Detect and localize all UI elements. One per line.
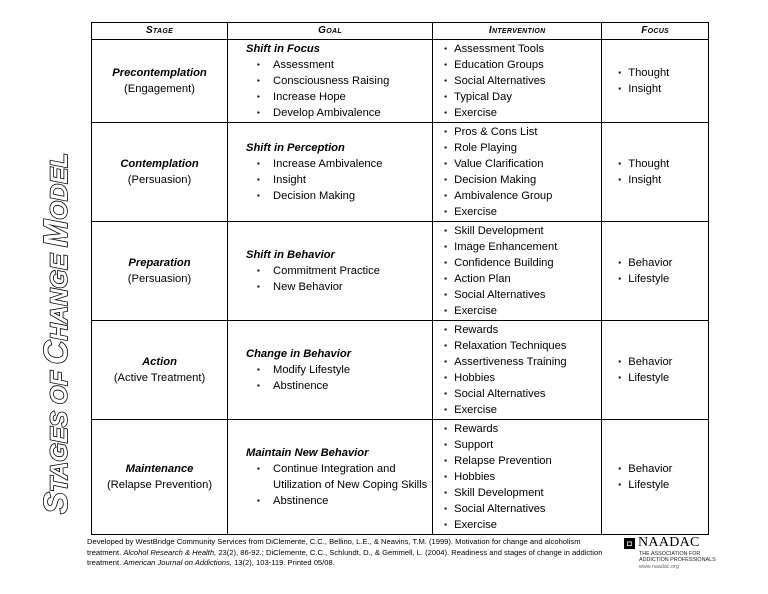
goal-list	[246, 461, 431, 509]
focus-list	[618, 255, 707, 287]
intervention-item: ▪ Social Alternatives	[444, 73, 600, 89]
intervention-item: ▪ Exercise	[444, 402, 600, 418]
goal-cell	[228, 123, 433, 222]
goal-list	[246, 156, 431, 204]
intervention-item: ▪ Relaxation Techniques	[444, 338, 600, 354]
goal-item: ▪ Increase Ambivalence	[246, 156, 431, 172]
stage-cell	[92, 222, 228, 321]
table-row	[92, 321, 709, 420]
intervention-item: ▪ Role Playing	[444, 140, 600, 156]
stage-name: Preparation	[128, 257, 191, 269]
side-title-rest-3: ODEL	[46, 153, 73, 220]
focus-item: ▪ Thought	[618, 156, 707, 172]
side-title-rest-1: TAGES OF	[46, 364, 73, 492]
stage-cell	[92, 40, 228, 123]
intervention-cell	[433, 123, 602, 222]
stage-name: Action	[142, 356, 177, 368]
goal-item: ▪ Consciousness Raising	[246, 73, 431, 89]
header-goal: Goal	[228, 23, 433, 40]
intervention-item: ▪ Social Alternatives	[444, 386, 600, 402]
stage-subtitle: (Relapse Prevention)	[106, 479, 213, 491]
goal-item: ▪ Develop Ambivalence	[246, 105, 431, 121]
logo-tagline-1: THE ASSOCIATION FOR	[639, 551, 701, 557]
focus-item: ▪ Thought	[618, 65, 707, 81]
stage-subtitle: (Persuasion)	[127, 273, 192, 285]
goal-item: ▪ Abstinence	[246, 493, 431, 509]
intervention-item: ▪ Skill Development	[444, 223, 600, 239]
stage-cell	[92, 321, 228, 420]
intervention-list	[444, 41, 600, 121]
stages-table	[91, 22, 709, 535]
citation-text-2: 23(2), 86-92.; DiClemente, C.C., Schlundt, D., & Gemmell, L. (2004). Readiness and stages of change in addiction treatment.	[87, 547, 603, 567]
intervention-item: ▪ Image Enhancement	[444, 239, 600, 255]
intervention-item: ▪ Education Groups	[444, 57, 600, 73]
logo-name: NAADAC	[638, 535, 700, 550]
intervention-cell	[433, 420, 602, 535]
naadac-logo	[624, 535, 734, 570]
goal-item: ▪ Abstinence	[246, 378, 431, 394]
intervention-item: ▪ Skill Development	[444, 485, 600, 501]
side-title	[27, 48, 77, 518]
goal-item: ▪ Continue Integration and Utilization of New Coping Skills	[246, 461, 431, 493]
intervention-item: ▪ Exercise	[444, 204, 600, 220]
goal-title: Change in Behavior	[246, 348, 352, 360]
focus-item: ▪ Behavior	[618, 255, 707, 271]
intervention-item: ▪ Exercise	[444, 105, 600, 121]
intervention-list	[444, 223, 600, 319]
goal-title: Shift in Focus	[246, 43, 320, 55]
intervention-item: ▪ Hobbies	[444, 469, 600, 485]
intervention-list	[444, 124, 600, 220]
focus-cell	[602, 40, 709, 123]
goal-item: ▪ Modify Lifestyle	[246, 362, 431, 378]
side-title-cap-3: M	[37, 219, 74, 248]
logo-url: www.naadac.org	[639, 563, 679, 570]
goal-item: ▪ Assessment	[246, 57, 431, 73]
citation-text-1: Developed by WestBridge Community Services from DiClemente, C.C., Bellino, L.E., & Neavins, T.M. (1999). Motivation for change and alcoholism treatment.	[87, 537, 581, 557]
goal-list	[246, 263, 431, 295]
intervention-item: ▪ Exercise	[444, 517, 600, 533]
stage-subtitle: (Active Treatment)	[113, 372, 206, 384]
focus-item: ▪ Insight	[618, 81, 707, 97]
stage-name: Precontemplation	[112, 67, 207, 79]
side-title-rest-2: HANGE	[46, 247, 73, 341]
intervention-item: ▪ Decision Making	[444, 172, 600, 188]
focus-list	[618, 354, 707, 386]
citation-journal-2: American Journal on Addictions,	[123, 558, 232, 567]
header-stage: Stage	[92, 23, 228, 40]
goal-title: Shift in Behavior	[246, 249, 335, 261]
intervention-cell	[433, 222, 602, 321]
goal-cell	[228, 40, 433, 123]
citation-text-3: 13(2), 103-119. Printed 05/08.	[234, 558, 335, 567]
table-row	[92, 222, 709, 321]
table-row	[92, 123, 709, 222]
intervention-item: ▪ Social Alternatives	[444, 287, 600, 303]
stage-name: Contemplation	[120, 158, 199, 170]
intervention-item: ▪ Ambivalence Group	[444, 188, 600, 204]
goal-item: ▪ Insight	[246, 172, 431, 188]
stage-name: Maintenance	[125, 463, 194, 475]
citation-journal-1: Alcohol Research & Health,	[123, 547, 217, 557]
intervention-item: ▪ Typical Day	[444, 89, 600, 105]
focus-item: ▪ Insight	[618, 172, 707, 188]
focus-cell	[602, 222, 709, 321]
focus-list	[618, 461, 707, 493]
focus-cell	[602, 123, 709, 222]
focus-item: ▪ Behavior	[618, 354, 707, 370]
intervention-item: ▪ Confidence Building	[444, 255, 600, 271]
focus-item: ▪ Lifestyle	[618, 271, 707, 287]
goal-list	[246, 362, 431, 394]
goal-item: ▪ Increase Hope	[246, 89, 431, 105]
intervention-item: ▪ Rewards	[444, 322, 600, 338]
stage-subtitle: (Engagement)	[124, 83, 195, 95]
table-row	[92, 420, 709, 535]
intervention-item: ▪ Pros & Cons List	[444, 124, 600, 140]
intervention-item: ▪ Value Clarification	[444, 156, 600, 172]
intervention-cell	[433, 321, 602, 420]
intervention-cell	[433, 40, 602, 123]
stage-subtitle: (Persuasion)	[127, 174, 192, 186]
goal-cell	[228, 420, 433, 535]
intervention-item: ▪ Support	[444, 437, 600, 453]
intervention-item: ▪ Hobbies	[444, 370, 600, 386]
goal-title: Shift in Perception	[246, 142, 345, 154]
table-row	[92, 40, 709, 123]
naadac-mark-icon: ◘	[624, 538, 635, 549]
header-intervention: Intervention	[433, 23, 602, 40]
intervention-item: ▪ Relapse Prevention	[444, 453, 600, 469]
side-title-graphic	[27, 48, 77, 518]
goal-item: ▪ Commitment Practice	[246, 263, 431, 279]
goal-cell	[228, 321, 433, 420]
focus-list	[618, 65, 707, 97]
intervention-list	[444, 322, 600, 418]
side-title-cap-1: S	[37, 491, 74, 514]
intervention-item: ▪ Action Plan	[444, 271, 600, 287]
svg-text:STAGES OF CHANGE MODEL	[37, 153, 74, 514]
focus-list	[618, 156, 707, 188]
intervention-item: ▪ Assertiveness Training	[444, 354, 600, 370]
logo-tagline-2: ADDICTION PROFESSIONALS	[639, 557, 716, 564]
focus-item: ▪ Lifestyle	[618, 477, 707, 493]
goal-list	[246, 57, 431, 121]
intervention-list	[444, 421, 600, 533]
intervention-item: ▪ Exercise	[444, 303, 600, 319]
focus-cell	[602, 321, 709, 420]
intervention-item: ▪ Social Alternatives	[444, 501, 600, 517]
side-title-cap-2: C	[37, 340, 74, 365]
goal-title: Maintain New Behavior	[246, 447, 369, 459]
intervention-item: ▪ Assessment Tools	[444, 41, 600, 57]
stage-cell	[92, 420, 228, 535]
citation-footer	[87, 537, 607, 569]
header-focus: Focus	[602, 23, 709, 40]
table-header-row	[92, 23, 709, 40]
goal-item: ▪ Decision Making	[246, 188, 431, 204]
stage-cell	[92, 123, 228, 222]
focus-item: ▪ Lifestyle	[618, 370, 707, 386]
focus-cell	[602, 420, 709, 535]
goal-cell	[228, 222, 433, 321]
focus-item: ▪ Behavior	[618, 461, 707, 477]
goal-item: ▪ New Behavior	[246, 279, 431, 295]
intervention-item: ▪ Rewards	[444, 421, 600, 437]
